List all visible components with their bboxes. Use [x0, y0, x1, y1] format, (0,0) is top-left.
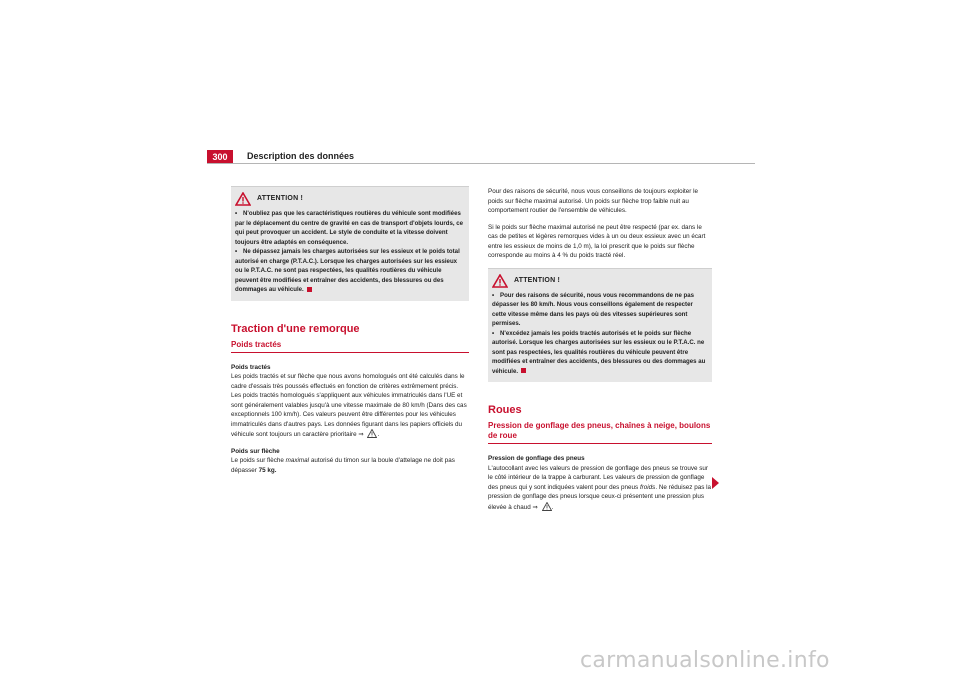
header-divider	[207, 163, 755, 164]
watermark: carmanualsonline.info	[580, 648, 830, 673]
warning-item: • N'excédez jamais les poids tractés autorisés et le poids sur flèche autorisé. Lorsque les charges autorisées sur les essieux ou le P.T.A.C. ne sont pas respectées, les qualités routières du véhicule peuvent être modifiées et entraîner des accidents, des blessures ou des dommages au véhicule.	[492, 329, 706, 375]
right-column	[488, 187, 712, 512]
warning-item: • Ne dépassez jamais les charges autorisées sur les essieux et le poids total autorisé en charge (P.T.A.C.). Lorsque les charges autorisées sur les essieux ou le P.T.A.C. ne sont pas respectées, les qualités routières du véhicule peuvent être modifiées et entraîner des accidents, des blessures ou des dommages au véhicule.	[235, 248, 460, 293]
warning-box	[488, 268, 712, 383]
paragraph: Le poids sur flèche maximal autorisé du timon sur la boule d'attelage ne doit pas dépasser 75 kg.	[231, 457, 455, 474]
warning-header	[492, 273, 708, 289]
paragraph-heading: Poids sur flèche	[231, 447, 280, 455]
page-number: 300	[207, 150, 233, 163]
warning-ref-icon	[367, 429, 377, 438]
paragraph: Si le poids sur flèche maximal autorisé ne peut être respecté (par ex. dans le cas de petites et légères remorques vides à un ou deux essieux avec un écart entre les essieux de moins de 1,0 m), la loi prescrit que le poids sur flèche corresponde au moins à 4 % du poids tracté réel.	[488, 223, 706, 259]
next-page-arrow-icon[interactable]	[712, 477, 719, 489]
warning-triangle-icon	[235, 192, 251, 206]
warning-header	[235, 191, 465, 207]
paragraph: Pour des raisons de sécurité, nous vous conseillons de toujours exploiter le poids sur flèche maximal autorisé. Un poids sur flèche trop faible nuit au comportement routier de l'ensemble de véhicules.	[488, 188, 699, 214]
page-header-title: Description des données	[247, 151, 355, 161]
warning-title: ATTENTION !	[514, 276, 561, 284]
section-title: Traction d'une remorque	[231, 322, 360, 335]
end-marker-icon	[521, 368, 526, 373]
end-marker-icon	[307, 287, 312, 292]
paragraph-heading: Pression de gonflage des pneus	[488, 455, 585, 462]
section-title: Roues	[488, 404, 522, 416]
paragraph-heading: Poids tractés	[231, 363, 271, 371]
paragraph: Les poids tractés et sur flèche que nous avons homologués ont été calculés dans le cadre d'essais très poussés effectués en fonction de critères extrêmement précis. Les poids tractés homologués s'appliquent aux véhicules immatriculés dans l'UE et sont généralement valables jusqu'à une vitesse maximale de 80 km/h (Dans des cas exceptionnels 100 km/h). Ces valeurs peuvent être différentes pour les véhicules immatriculés dans d'autres pays. Les données figurant dans les papiers officiels du véhicule sont toujours un caractère prioritaire ⇒ .	[231, 373, 467, 438]
subsection-title: Pression de gonflage des pneus, chaînes à neige, boulons de roue	[488, 421, 712, 444]
left-column	[231, 186, 469, 475]
paragraph: L'autocollant avec les valeurs de pression de gonflage des pneus se trouve sur le côté intérieur de la trappe à carburant. Les valeurs de pression de gonflage des pneus qui y sont indiquées valent pour des pneus froids. Ne réduisez pas la pression de gonflage des pneus lorsque ceux-ci présentent une pression plus élevée à chaud ⇒ .	[488, 464, 711, 511]
warning-item: • N'oubliez pas que les caractéristiques routières du véhicule sont modifiées par le déplacement du centre de gravité en cas de transport d'objets lourds, ce qui peut provoquer un accident. Le style de conduite et la vitesse doivent toujours être adaptés en conséquence.	[235, 210, 464, 246]
warning-box	[231, 186, 469, 301]
warning-item: • Pour des raisons de sécurité, nous vous recommandons de ne pas dépasser les 80 km/h. Nous vous conseillons également de respecter cette vitesse même dans les pays où des vitesses supérieures sont permises.	[492, 291, 695, 327]
warning-ref-icon	[542, 502, 552, 511]
warning-title: ATTENTION !	[257, 195, 304, 203]
warning-triangle-icon	[492, 274, 508, 288]
subsection-title: Poids tractés	[231, 340, 469, 353]
